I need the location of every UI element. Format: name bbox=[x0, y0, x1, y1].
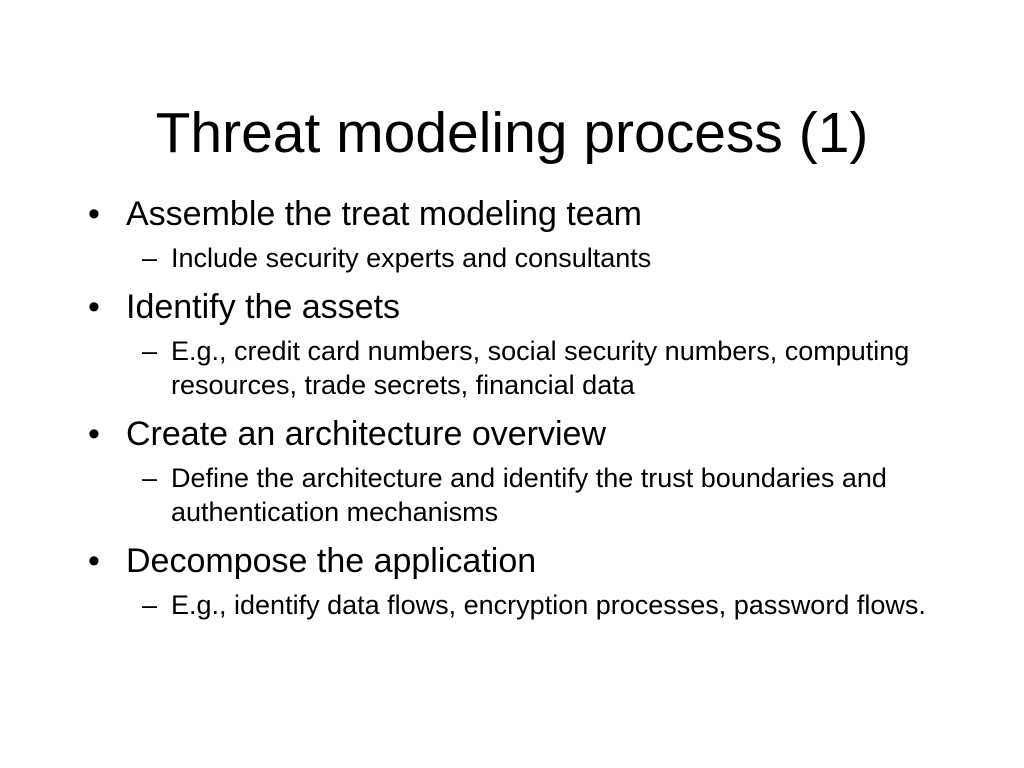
sub-item-data-flows bbox=[86, 588, 986, 622]
sub-item-define-architecture bbox=[86, 461, 986, 529]
dash-icon: – bbox=[142, 463, 158, 493]
bullet-text: Identify the assets bbox=[126, 288, 401, 326]
sub-text: E.g., credit card numbers, social security numbers, computing resources, trade secrets, financial data bbox=[171, 336, 910, 400]
dash-icon: – bbox=[142, 590, 158, 620]
slide-title: Threat modeling process (1) bbox=[155, 101, 869, 165]
bullet-icon: • bbox=[88, 415, 100, 453]
bullet-item-identify-assets bbox=[86, 287, 986, 327]
dash-icon: – bbox=[142, 243, 158, 273]
bullet-text: Decompose the application bbox=[126, 542, 537, 580]
bullet-item-decompose-application bbox=[86, 541, 986, 581]
sub-text: Include security experts and consultants bbox=[171, 243, 652, 273]
sub-text: Define the architecture and identify the trust boundaries and authentication mechanisms bbox=[171, 463, 887, 527]
sub-item-asset-examples bbox=[86, 334, 986, 402]
dash-icon: – bbox=[142, 336, 158, 366]
sub-text: E.g., identify data flows, encryption processes, password flows. bbox=[171, 590, 926, 620]
bullet-list bbox=[86, 194, 986, 634]
bullet-icon: • bbox=[88, 288, 100, 326]
bullet-item-architecture-overview bbox=[86, 414, 986, 454]
bullet-text: Create an architecture overview bbox=[126, 415, 607, 453]
bullet-item-assemble-team bbox=[86, 194, 986, 234]
sub-item-include-experts bbox=[86, 241, 986, 275]
bullet-text: Assemble the treat modeling team bbox=[126, 195, 642, 233]
bullet-icon: • bbox=[88, 195, 100, 233]
bullet-icon: • bbox=[88, 542, 100, 580]
